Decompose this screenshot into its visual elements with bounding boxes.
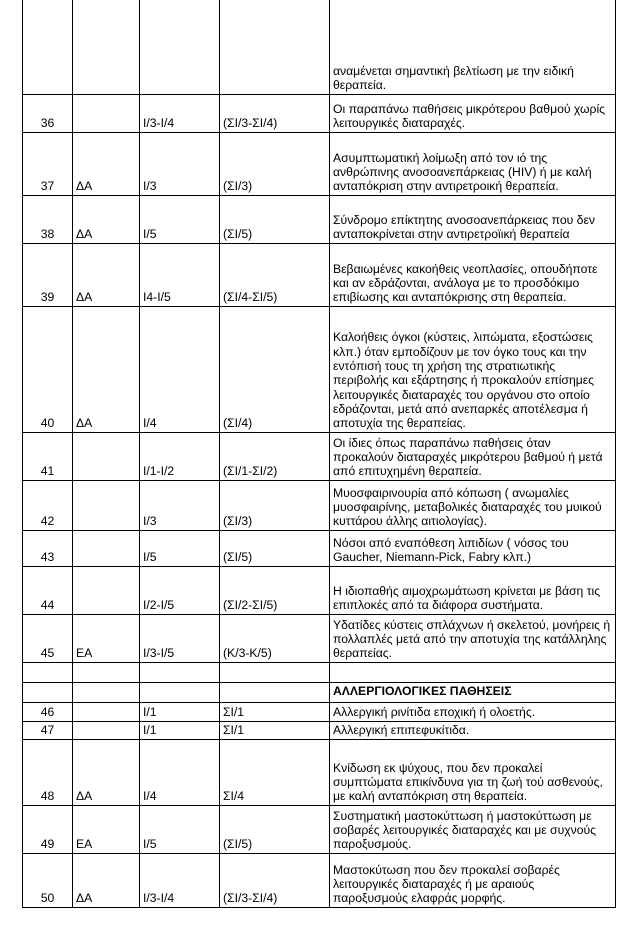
row-description-cell: Νόσοι από εναπόθεση λιπιδίων ( νόσος του Gaucher, Niemann-Pick, Fabry κλπ.) [330, 530, 616, 566]
row-code-cell [73, 432, 140, 480]
row-code-cell: ΕΑ [73, 614, 140, 662]
row-description-cell: Υδατίδες κύστεις σπλάχνων ή σκελετού, μονήρεις ή πολλαπλές μετά από την αποτυχία της κατάλληλης θεραπείας. [330, 614, 616, 662]
table-row [23, 702, 616, 721]
row-equivalent-cell: (ΣΙ/5) [220, 195, 330, 243]
row-description-cell: Μαστοκύτωση που δεν προκαλεί σοβαρές λειτουργικές διαταραχές ή με αραιούς παροξυσμούς ελαφράς μορφής. [330, 853, 616, 907]
row-degree-cell: Ι/3 [140, 132, 220, 195]
row-number-cell: 48 [23, 739, 73, 805]
row-degree-cell: Ι/4 [140, 306, 220, 432]
row-equivalent-cell: (ΣΙ/2-ΣΙ/5) [220, 566, 330, 614]
row-code-cell: ΔΑ [73, 243, 140, 306]
table-row [23, 853, 616, 907]
row-number-cell: 38 [23, 195, 73, 243]
row-number-cell: 39 [23, 243, 73, 306]
row-degree-cell: Ι4-Ι/5 [140, 243, 220, 306]
row-code-cell [73, 94, 140, 132]
row-description-cell: Αλλεργική ρινίτιδα εποχική ή ολοετής. [330, 702, 616, 721]
row-number-cell: 47 [23, 721, 73, 739]
row-equivalent-cell: (ΣΙ/3-ΣΙ/4) [220, 853, 330, 907]
row-code-cell [73, 0, 140, 94]
row-degree-cell: Ι/5 [140, 530, 220, 566]
row-code-cell: ΕΑ [73, 805, 140, 853]
row-description-cell: Σύνδρομο επίκτητης ανοσοανεπάρκειας που δεν ανταποκρίνεται στην αντιρετροϊική θεραπεία [330, 195, 616, 243]
row-description-cell: Η ιδιοπαθής αιμοχρωμάτωση κρίνεται με βάση τις επιπλοκές από τα διάφορα συστήματα. [330, 566, 616, 614]
row-code-cell: ΔΑ [73, 853, 140, 907]
row-description-cell: Οι παραπάνω παθήσεις μικρότερου βαθμού χωρίς λειτουργικές διαταραχές. [330, 94, 616, 132]
row-number-cell: 45 [23, 614, 73, 662]
row-equivalent-cell [220, 682, 330, 702]
row-degree-cell: Ι/5 [140, 195, 220, 243]
row-number-cell [23, 0, 73, 94]
row-code-cell: ΔΑ [73, 195, 140, 243]
row-degree-cell: Ι/3-Ι/4 [140, 853, 220, 907]
row-degree-cell [140, 0, 220, 94]
section-title: ΑΛΛΕΡΓΙΟΛΟΓΙΚΕΣ ΠΑΘΗΣΕΙΣ [330, 682, 616, 702]
row-equivalent-cell: (ΣΙ/1-ΣΙ/2) [220, 432, 330, 480]
row-number-cell: 50 [23, 853, 73, 907]
table-row [23, 243, 616, 306]
row-degree-cell: Ι/4 [140, 739, 220, 805]
row-number-cell: 36 [23, 94, 73, 132]
row-description-cell: Ασυμπτωματική λοίμωξη από τον ιό της ανθρώπινης ανοσοανεπάρκειας (HIV) ή με καλή ανταπόκριση στην αντιρετροική θεραπεία. [330, 132, 616, 195]
table-row [23, 94, 616, 132]
row-code-cell [73, 702, 140, 721]
row-equivalent-cell: (Κ/3-Κ/5) [220, 614, 330, 662]
row-code-cell [73, 662, 140, 682]
row-number-cell: 46 [23, 702, 73, 721]
row-code-cell [73, 480, 140, 530]
row-number-cell: 40 [23, 306, 73, 432]
row-equivalent-cell: (ΣΙ/3) [220, 480, 330, 530]
row-number-cell: 42 [23, 480, 73, 530]
row-number-cell [23, 662, 73, 682]
row-description-cell: Καλοήθεις όγκοι (κύστεις, λιπώματα, εξοστώσεις κλπ.) όταν εμποδίζουν με τον όγκο τους και την εντόπισή τους τη χρήση της στρατιωτικής περιβολής και εξάρτησης ή προκαλούν επίσημες λειτουργικές διαταραχές του οργάνου στο οποίο εδράζονται, μετά από ανεπαρκές αποτέλεσμα ή αποτυχία της θεραπείας. [330, 306, 616, 432]
table-row [23, 0, 616, 94]
row-equivalent-cell: (ΣΙ/5) [220, 530, 330, 566]
table-row [23, 614, 616, 662]
row-description-cell: Βεβαιωμένες κακοήθεις νεοπλασίες, οπουδήποτε και αν εδράζονται, ανάλογα με το προσδόκιμο επιβίωσης και ανταπόκρισης στη θεραπεία. [330, 243, 616, 306]
row-degree-cell: Ι/3-Ι/4 [140, 94, 220, 132]
row-code-cell: ΔΑ [73, 739, 140, 805]
row-degree-cell: Ι/1 [140, 721, 220, 739]
row-equivalent-cell: ΣΙ/4 [220, 739, 330, 805]
row-description-cell: Μυοσφαιρινουρία από κόπωση ( ανωμαλίες μυοσφαιρίνης, μεταβολικές διαταραχές του μυικού κυττάρου άλλης αιτιολογίας). [330, 480, 616, 530]
row-degree-cell: Ι/3 [140, 480, 220, 530]
row-number-cell [23, 682, 73, 702]
section-header-row [23, 682, 616, 702]
row-equivalent-cell: (ΣΙ/4-ΣΙ/5) [220, 243, 330, 306]
row-degree-cell: Ι/3-Ι/5 [140, 614, 220, 662]
row-description-cell: Κνίδωση εκ ψύχους, που δεν προκαλεί συμπτώματα επικίνδυνα για τη ζωή τού ασθενούς, με καλή ανταπόκριση στη θεραπεία. [330, 739, 616, 805]
row-equivalent-cell [220, 0, 330, 94]
table-row [23, 432, 616, 480]
row-equivalent-cell: (ΣΙ/4) [220, 306, 330, 432]
row-code-cell: ΔΑ [73, 306, 140, 432]
row-equivalent-cell: ΣΙ/1 [220, 702, 330, 721]
table-row [23, 721, 616, 739]
disease-classification-table [22, 0, 616, 908]
row-description-cell: Οι ίδιες όπως παραπάνω παθήσεις όταν προκαλούν διαταραχές μικρότερου βαθμού ή μετά από επιτυχημένη θεραπεία. [330, 432, 616, 480]
row-code-cell [73, 682, 140, 702]
row-description-cell: αναμένεται σημαντική βελτίωση με την ειδική θεραπεία. [330, 0, 616, 94]
row-number-cell: 49 [23, 805, 73, 853]
row-degree-cell: Ι/2-Ι/5 [140, 566, 220, 614]
row-degree-cell: Ι/5 [140, 805, 220, 853]
row-description-cell: Συστηματική μαστοκύττωση ή μαστοκύττωση με σοβαρές λειτουργικές διαταραχές και με συχνούς παροξυσμούς. [330, 805, 616, 853]
table-row [23, 739, 616, 805]
row-number-cell: 44 [23, 566, 73, 614]
row-degree-cell [140, 662, 220, 682]
table-row [23, 195, 616, 243]
table-row [23, 530, 616, 566]
row-code-cell: ΔΑ [73, 132, 140, 195]
table-row [23, 132, 616, 195]
row-equivalent-cell: (ΣΙ/3-ΣΙ/4) [220, 94, 330, 132]
row-equivalent-cell: ΣΙ/1 [220, 721, 330, 739]
row-code-cell [73, 530, 140, 566]
row-number-cell: 37 [23, 132, 73, 195]
row-degree-cell [140, 682, 220, 702]
table-row [23, 480, 616, 530]
table-row [23, 306, 616, 432]
row-code-cell [73, 566, 140, 614]
row-description-cell: Αλλεργική επιπεφυκίτιδα. [330, 721, 616, 739]
table-row [23, 805, 616, 853]
row-code-cell [73, 721, 140, 739]
row-number-cell: 43 [23, 530, 73, 566]
row-equivalent-cell: (ΣΙ/5) [220, 805, 330, 853]
row-equivalent-cell: (ΣΙ/3) [220, 132, 330, 195]
row-description-cell [330, 662, 616, 682]
row-degree-cell: Ι/1-Ι/2 [140, 432, 220, 480]
table-row [23, 566, 616, 614]
row-equivalent-cell [220, 662, 330, 682]
row-degree-cell: Ι/1 [140, 702, 220, 721]
table-row-spacer [23, 662, 616, 682]
row-number-cell: 41 [23, 432, 73, 480]
